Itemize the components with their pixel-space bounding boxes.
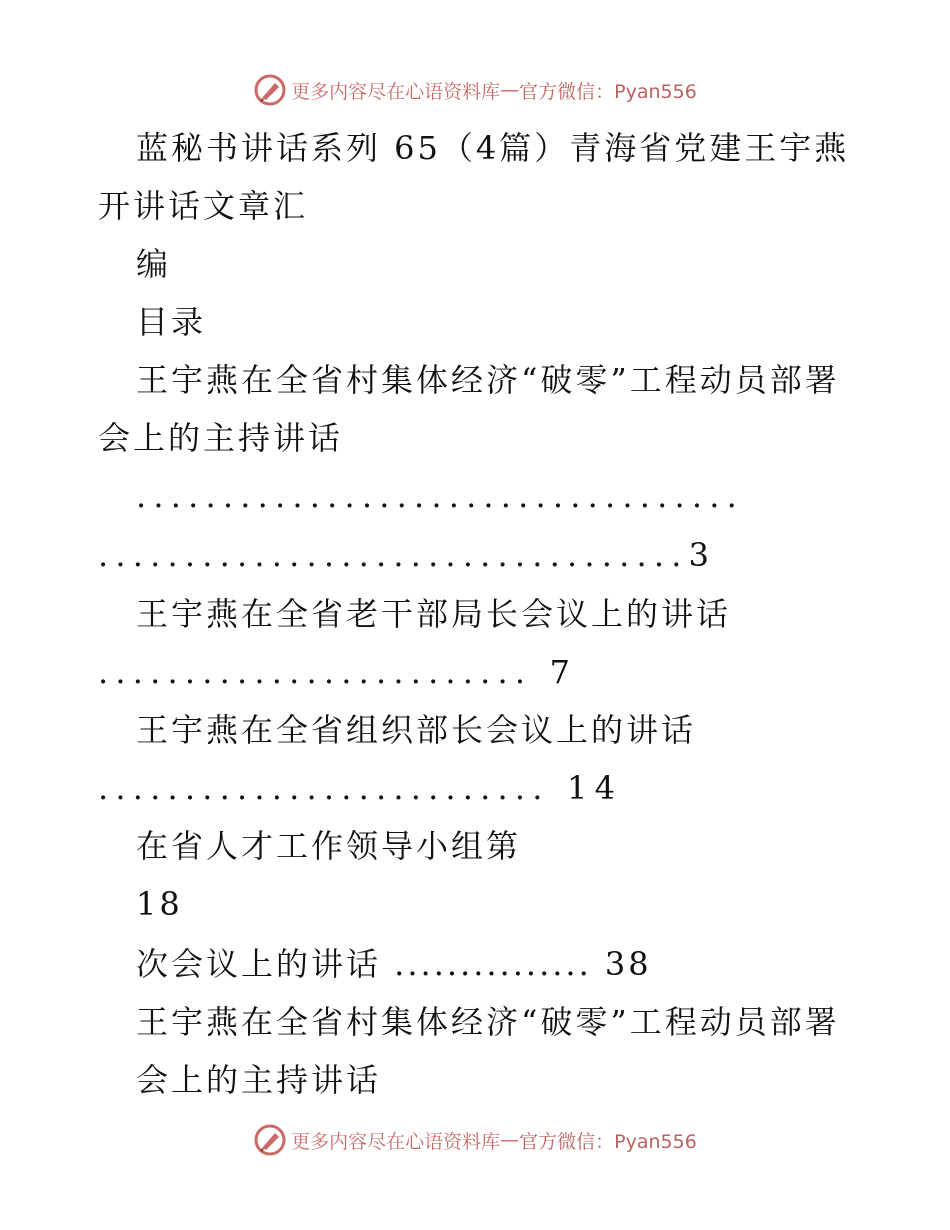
section-heading-line-1: 王宇燕在全省村集体经济“破零”工程动员部署 [136,1003,840,1041]
banner-wechat-text: 官方微信：Pyan556 [519,80,697,103]
toc-entry-3-title: 王宇燕在全省组织部长会议上的讲话 [136,711,697,749]
title-line-2: 开讲话文章汇 [98,187,309,225]
toc-entry-4-title: 在省人才工作领导小组第 [136,827,522,865]
pen-logo-icon [253,1123,287,1157]
toc-entry-1-title: 王宇燕在全省村集体经济“破零”工程动员部署 [136,361,840,399]
toc-entry-1-leader-page: ..................................3 [98,536,717,574]
toc-entry-4-number: 18 [136,885,183,923]
toc-entry-1-title-cont: 会上的主持讲话 [98,419,344,457]
header-watermark-banner [0,70,950,110]
footer-watermark-banner [0,1120,950,1160]
title-line-1: 蓝秘书讲话系列 65（4篇）青海省党建王宇燕 [136,129,850,167]
banner-dash: — [500,1129,520,1151]
banner-text: 更多内容尽在心语资料库 [291,1130,501,1153]
banner-dash: — [500,79,520,101]
toc-entry-1-leader: ................................... [136,477,745,515]
title-line-3: 编 [136,245,172,283]
banner-wechat-text: 官方微信：Pyan556 [519,1130,697,1153]
toc-entry-3-leader-page: .......................... 14 [98,769,623,807]
toc-entry-2-title: 王宇燕在全省老干部局长会议上的讲话 [136,595,732,633]
section-heading-line-2: 会上的主持讲话 [136,1061,382,1099]
pen-logo-icon [253,73,287,107]
toc-heading: 目录 [136,303,207,341]
toc-entry-2-leader-page: ......................... 7 [98,653,578,691]
banner-text: 更多内容尽在心语资料库 [291,80,501,103]
toc-entry-4-title-cont: 次会议上的讲话 ............... 38 [136,945,652,983]
